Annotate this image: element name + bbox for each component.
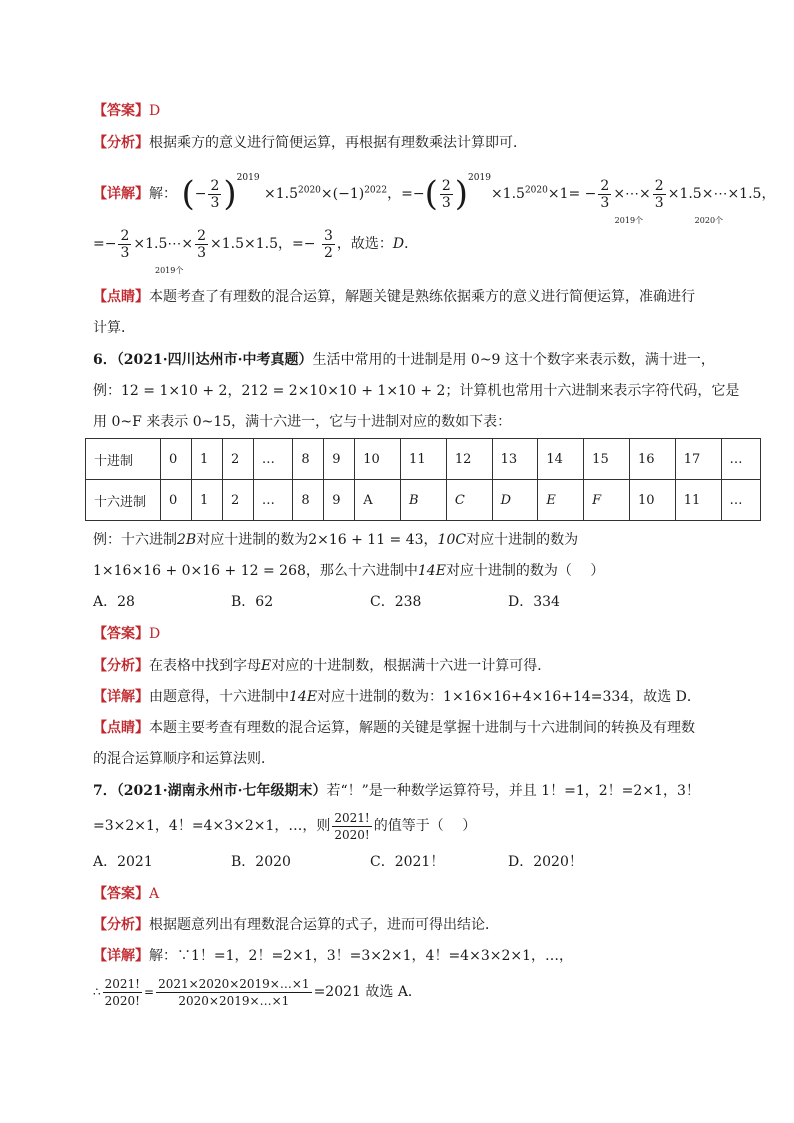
- fraction-numerator: 2021×2020×2019×…×1: [158, 977, 310, 991]
- q5-answer-line: [93, 101, 160, 121]
- table-cell: D: [492, 480, 538, 521]
- option-d[interactable]: D．334: [508, 594, 560, 610]
- fraction-denominator: 2020!: [334, 827, 370, 842]
- table-cell: F: [584, 480, 630, 521]
- table-cell: 12: [446, 439, 492, 480]
- analysis-text: 根据乘方的意义进行简便运算，再根据有理数乘法计算即可．: [149, 135, 527, 151]
- q6-stem-line1: [93, 350, 715, 370]
- analysis-tag: 【分析】: [93, 658, 149, 674]
- count-label: 2019个: [155, 266, 184, 275]
- fraction-numerator: 2021!: [334, 810, 370, 825]
- row-header: 十六进制: [86, 480, 161, 521]
- option-c[interactable]: C．238: [370, 594, 422, 610]
- table-cell: 1: [191, 480, 222, 521]
- table-cell: 15: [584, 439, 630, 480]
- option-a[interactable]: A．2021: [93, 854, 153, 870]
- table-cell: 17: [675, 439, 721, 480]
- exp: 2020: [298, 185, 321, 196]
- q5-detail-line1: 【详解】解： (− $\frac{2}{3}$ )$^{2019} \times 1.5^{2020}\times(-1)^{2022}$，=−( $\frac{2}{3}$ )$^{2019}\times 1.5^{2020}\times 1=$ − $\frac{2}{3}$ ×⋯× $\frac{2}{3}$ ×1.5×⋯×1.5 2019个 2020个 ，: [93, 173, 776, 225]
- stem-text: 例：十六进制: [93, 532, 177, 548]
- exp: 2022: [364, 185, 388, 196]
- hex-value: 10C: [437, 532, 467, 548]
- table-cell: 10: [629, 480, 675, 521]
- comment-tag: 【点睛】: [93, 289, 149, 305]
- answer-tag: 【答案】: [93, 626, 149, 642]
- table-cell: …: [721, 439, 760, 480]
- question-number: 6．: [93, 352, 117, 368]
- q6-analysis-line: [93, 656, 551, 676]
- table-cell: 8: [293, 480, 324, 521]
- q7-answer-line: [93, 884, 159, 904]
- stem-text: 生活中常用的十进制是用 0~9 这十个数字来表示数，满十进一，: [312, 352, 715, 368]
- stem-text: 例：: [93, 383, 121, 399]
- table-cell: 11: [401, 439, 447, 480]
- question-source: （2021·四川达州市·中考真题）: [116, 352, 313, 368]
- table-cell: 10: [355, 439, 401, 480]
- table-row: [86, 439, 761, 480]
- stem-text: 对应十进制的数为: [466, 532, 579, 548]
- detail-text: 由题意得，十六进制中: [149, 689, 289, 705]
- option-d[interactable]: D．2020！: [508, 854, 583, 870]
- detail-result: =2021 故选 A．: [313, 984, 422, 1000]
- stem-text: ，那么十六进制中: [305, 563, 418, 579]
- detail-prefix: 解：: [149, 186, 177, 202]
- table-cell: E: [538, 480, 584, 521]
- analysis-text: 根据题意列出有理数混合运算的式子，进而可得出结论．: [149, 917, 499, 933]
- stem-text: 若“！”是一种数学运算符号，并且 1！=1，2！=2×1，3！: [326, 783, 700, 799]
- q7-analysis-line: [93, 915, 499, 935]
- result-choice: D: [392, 236, 405, 252]
- table-cell: …: [253, 439, 292, 480]
- q6-detail-line: [93, 687, 701, 707]
- q6-example-line2: [93, 561, 604, 581]
- q7-detail-line1: [93, 946, 573, 966]
- stem-text: =3×2×1，4！=4×3×2×1，…，则: [93, 818, 331, 834]
- equation: 1×16×16 + 0×16 + 12 = 268: [93, 563, 306, 579]
- table-cell: 11: [675, 480, 721, 521]
- q5-detail-line2: =− $\frac{2}{3}$ ×1.5⋯× $\frac{2}{3}$ ×1.5×1.5 2019个 ，=− $\frac{3}{2}$ ，故选：D．: [93, 227, 419, 275]
- analysis-text: 在表格中找到字母: [149, 658, 261, 674]
- equation: 212 = 2×10×10 + 1×10 + 2: [241, 383, 446, 399]
- stem-text: 的值等于（ ）: [373, 818, 477, 834]
- table-cell: 1: [191, 439, 222, 480]
- hex-value: 14E: [417, 563, 446, 579]
- table-cell: 16: [629, 439, 675, 480]
- comment-text: 本题考查了有理数的混合运算，解题关键是熟练依据乘方的意义进行简便运算，准确进行: [149, 289, 695, 305]
- table-cell: 0: [161, 480, 192, 521]
- hex-value: 2B: [177, 532, 197, 548]
- q6-comment-line2: 的混合运算顺序和运算法则．: [93, 751, 275, 767]
- hex-value: 14E: [289, 689, 318, 705]
- q6-example-line1: 例：十六进制2B对应十进制的数为2×16 + 11 = 43，10C对应十进制的数为: [93, 532, 579, 548]
- detail-text: 解：∵1！=1，2！=2×1，3！=3×2×1，4！=4×3×2×1，…，: [149, 948, 574, 964]
- exp: 2019: [236, 173, 260, 183]
- q6-comment-line1: [93, 718, 695, 738]
- comment-tag: 【点睛】: [93, 720, 149, 736]
- option-c[interactable]: C．2021！: [370, 854, 445, 870]
- answer-value: D: [149, 626, 161, 642]
- count-label: 2019个: [614, 216, 644, 225]
- stem-text: 对应十进制的数为: [196, 532, 309, 548]
- table-row: [86, 480, 761, 521]
- equation: 2×16 + 11 = 43: [308, 532, 424, 548]
- table-cell: 2: [222, 439, 253, 480]
- answer-tag: 【答案】: [93, 886, 149, 902]
- therefore-symbol: ∴: [93, 985, 101, 999]
- exp: 2019: [468, 173, 491, 183]
- answer-value: A: [149, 886, 160, 902]
- table-cell: 8: [293, 439, 324, 480]
- option-b[interactable]: B．2020: [231, 854, 291, 870]
- q5-comment-line1: [93, 287, 695, 307]
- count-label: 2020个: [694, 216, 724, 225]
- row-header: 十进制: [86, 439, 161, 480]
- exp: 2020: [524, 185, 548, 196]
- table-cell: B: [401, 480, 447, 521]
- detail-text: 对应十进制的数为：1×16×16+4×16+14=334，故选 D．: [317, 689, 701, 705]
- table-cell: 9: [324, 480, 355, 521]
- hex-value: E: [261, 658, 272, 674]
- answer-tag: 【答案】: [93, 103, 149, 119]
- table-cell: 0: [161, 439, 192, 480]
- comment-text: 本题主要考查有理数的混合运算，解题的关键是掌握十进制与十六进制间的转换及有理数: [149, 720, 695, 736]
- option-b[interactable]: B．62: [231, 594, 274, 610]
- detail-tag: 【详解】: [93, 948, 149, 964]
- fraction-denominator: 2020!: [104, 994, 141, 1008]
- table-cell: …: [253, 480, 292, 521]
- option-a[interactable]: A．28: [93, 594, 135, 610]
- fraction-denominator: 2020×2019×…×1: [178, 994, 290, 1008]
- q6-answer-line: [93, 624, 160, 644]
- equation: 12 = 1×10 + 2: [121, 383, 228, 399]
- table-cell: 2: [222, 480, 253, 521]
- table-cell: 14: [538, 439, 584, 480]
- detail-tag: 【详解】: [93, 186, 149, 202]
- detail-tag: 【详解】: [93, 689, 149, 705]
- q7-detail-line2: ∴ $\frac{2021!}{2020!}$ = $\frac{2021\times 2020\times 2019\times\dots\times 1}{2020\times 2019\times\dots\times 1}$ =2021 故选 A．: [93, 977, 422, 1008]
- fraction-numerator: 2021!: [104, 977, 141, 991]
- table-cell: C: [446, 480, 492, 521]
- answer-value: D: [149, 103, 161, 119]
- q6-stem-line3: 用 0~F 来表示 0~15，满十六进一，它与十进制对应的数如下表：: [93, 414, 512, 430]
- table-cell: …: [721, 480, 760, 521]
- conversion-table: [85, 438, 761, 521]
- analysis-tag: 【分析】: [93, 135, 149, 151]
- q6-stem-line2: 例：12 = 1×10 + 2，212 = 2×10×10 + 1×10 + 2；计算机也常用十六进制来表示字符代码，它是: [93, 383, 740, 399]
- result-text: ，故选：: [336, 236, 393, 252]
- q5-analysis-line: [93, 133, 527, 153]
- question-source: （2021·湖南永州市·七年级期末）: [116, 783, 327, 799]
- analysis-tag: 【分析】: [93, 917, 149, 933]
- analysis-text: 对应的十进制数，根据满十六进一计算可得．: [271, 658, 552, 674]
- question-number: 7．: [93, 783, 117, 799]
- q7-stem-line1: [93, 781, 700, 801]
- q7-stem-line2: [93, 808, 476, 844]
- table-cell: 13: [492, 439, 538, 480]
- stem-text: ；计算机也常用十六进制来表示字符代码，它是: [445, 383, 740, 399]
- stem-text: 对应十进制的数为（ ）: [445, 563, 605, 579]
- q5-comment-line2: 计算．: [93, 320, 135, 336]
- table-cell: A: [355, 480, 401, 521]
- table-cell: 9: [324, 439, 355, 480]
